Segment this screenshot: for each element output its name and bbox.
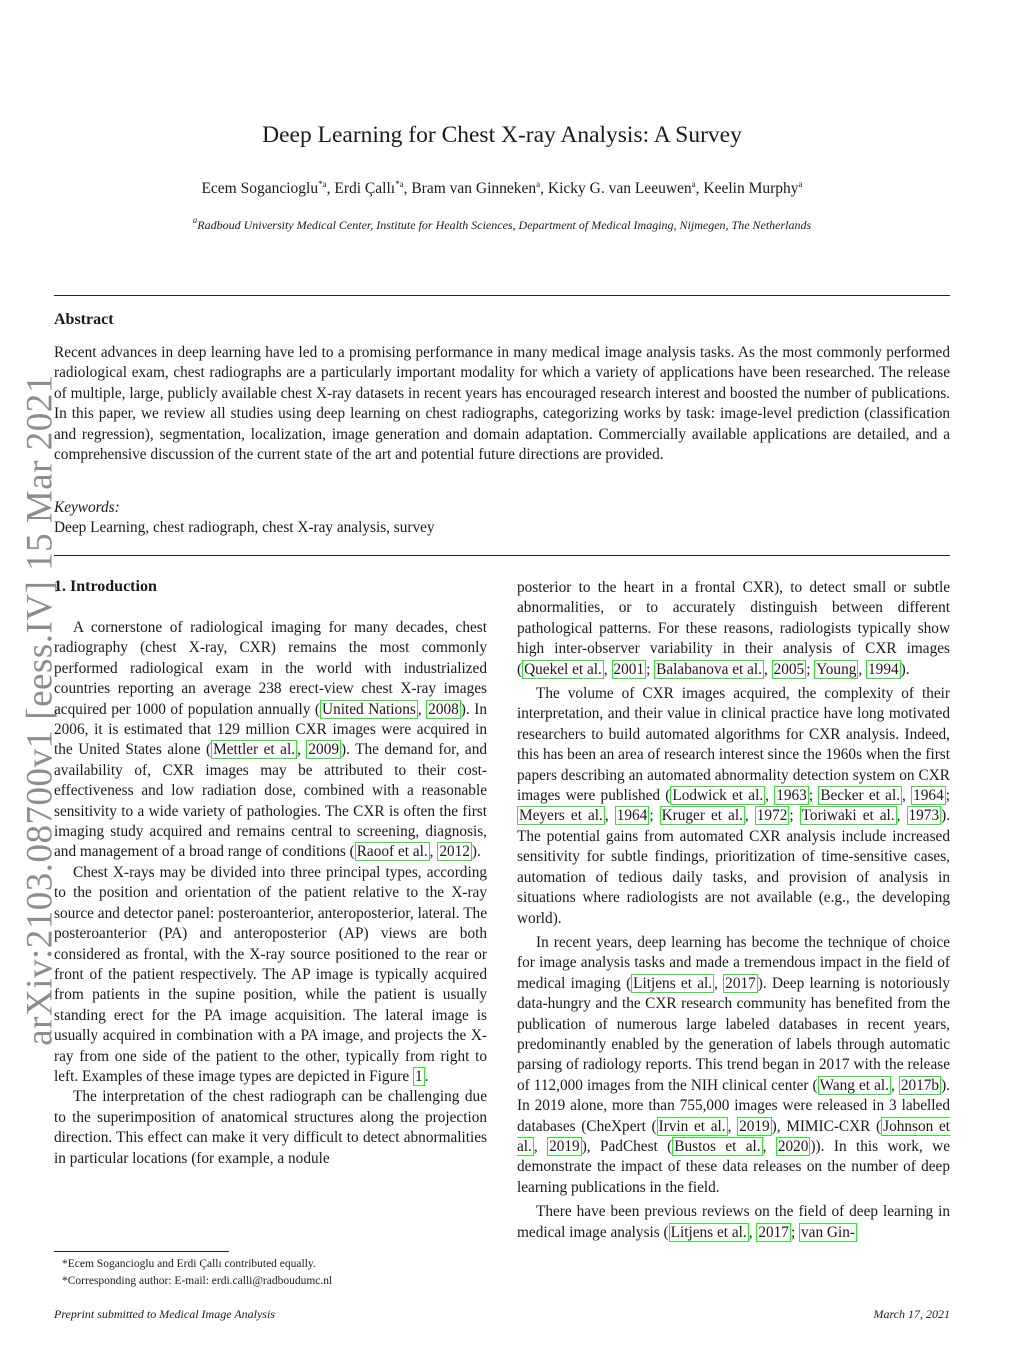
- keywords-heading: Keywords:: [54, 499, 120, 516]
- citation-link[interactable]: Raoof et al.: [356, 843, 428, 861]
- paragraph: [54, 863, 487, 1087]
- text-run: ). The potential gains from automated CXR analysis include increased sensitivity for subtle findings, prioritization of time-sensitive cases, automation of tedious daily tasks, and provision of analysis in situations where radiologists are not available (e.g., the developing world).: [517, 807, 951, 927]
- paragraph: [54, 1087, 487, 1169]
- citation-link[interactable]: 2008: [428, 700, 459, 718]
- abstract-text: Recent advances in deep learning have led to a promising performance in many medical image analysis tasks. As the most commonly performed radiological exam, chest radiographs are a particularly important modality for which a variety of applications have been researched. The release of multiple, large, publicly available chest X-ray datasets in recent years has encouraged research interest and boosted the number of publications. In this paper, we review all studies using deep learning on chest radiographs, categorizing works by task: image-level prediction (classification and regression), segmentation, localization, image generation and domain adaptation. Commercially available applications are detailed, and a comprehensive discussion of the current state of the art and potential future directions are provided.: [54, 344, 950, 464]
- text-run: ). In 2019 alone, more than 755,000 images were released in 3 labelled databases (CheXpert (: [517, 1076, 950, 1135]
- author: Keelin Murphy: [703, 180, 799, 197]
- footnote-corresponding-author: [62, 1275, 332, 1287]
- paragraph: [54, 618, 487, 863]
- text-run: ,: [727, 1117, 738, 1135]
- text-run: In recent years, deep learning has become the technique of choice for image analysis tasks and made a tremendous impact in the field of medical imaging (: [517, 933, 950, 992]
- text-run: ).: [471, 843, 481, 861]
- affiliation-mark: a: [192, 215, 198, 225]
- column-left: [54, 618, 487, 1169]
- footnote-mark: *: [62, 1258, 68, 1270]
- author-mark: a: [536, 179, 541, 189]
- text-run: The volume of CXR images acquired, the complexity of their interpretation, and their value in clinical practice have long motivated researchers to build automated algorithms for CXR analysis. Indeed, this has been an area of research interest since the 1960s when the first papers describing an automated abnormality detection system on CXR images were published (: [517, 685, 950, 805]
- citation-link[interactable]: 2019: [739, 1117, 770, 1135]
- text-run: ;: [806, 660, 815, 678]
- citation-link[interactable]: 2017: [725, 974, 756, 992]
- citation-link[interactable]: 2012: [439, 843, 470, 861]
- author: Bram van Ginneken: [411, 180, 537, 197]
- text-run: Chest X-rays may be divided into three principal types, according to the position and orientation of the patient relative to the X-ray source and detector panel: posteroanterior, anteroposterior, lateral. The posteroanterior (PA) and anteroposterior (AP) views are both considered as frontal, with the X-ray source positioned to the rear or front of the patient respectively. The AP image is typically acquired from patients in the supine position, while the patient is usually standing erect for the PA image acquisition. The lateral image is usually acquired in combination with a PA image, and projects the X-ray from one side of the patient to the other, typically from right to left. Examples of these image types are depicted in Figure: [54, 863, 487, 1085]
- citation-link[interactable]: Quekel et al.: [524, 660, 602, 678]
- text-run: ;: [646, 660, 655, 678]
- section-heading-introduction: 1. Introduction: [54, 578, 157, 595]
- citation-link[interactable]: Wang et al.: [819, 1076, 889, 1094]
- citation-link[interactable]: Litjens et al.: [633, 974, 713, 992]
- text-run: A cornerstone of radiological imaging for many decades, chest radiography (chest X-ray, CXR) remains the most commonly performed radiological exam in the world with industrialized countries reporting an average 238 erect-view chest X-ray images acquired per 1000 of population annually (: [54, 619, 487, 718]
- column-right: [517, 578, 950, 1243]
- footnote-equal-contribution: [62, 1258, 316, 1270]
- affiliation: [0, 215, 1004, 233]
- paragraph: [517, 933, 950, 1198]
- paragraph: [517, 684, 950, 929]
- citation-link[interactable]: Kruger et al.: [661, 807, 743, 825]
- text-run: ,: [417, 700, 427, 718]
- text-run: ,: [714, 974, 724, 992]
- text-run: ;: [649, 807, 660, 825]
- footer-journal: Preprint submitted to Medical Image Analysis: [54, 1307, 275, 1321]
- citation-link[interactable]: 1972: [756, 807, 788, 825]
- text-run: ,: [748, 1223, 757, 1241]
- text-run: ;: [789, 807, 800, 825]
- author-mark: *a: [395, 179, 404, 189]
- citation-link[interactable]: Balabanova et al.: [656, 660, 762, 678]
- text-run: ), PadChest (: [581, 1137, 673, 1155]
- keywords-text: Deep Learning, chest radiograph, chest X-ray analysis, survey: [54, 519, 435, 536]
- text-run: ), MIMIC-CXR (: [771, 1117, 882, 1135]
- footer-date: March 17, 2021: [873, 1307, 950, 1321]
- citation-link[interactable]: 1: [414, 1067, 423, 1085]
- text-run: ;: [790, 1223, 800, 1241]
- text-run: ). The demand for, and availability of, CXR images may be attributed to their cost-effectiveness and low radiation dose, combined with a reasonable sensitivity to a wide variety of pathologies. The CXR is often the first imaging study acquired and remains central to screening, diagnosis, and management of a broad range of conditions (: [54, 741, 488, 861]
- citation-link[interactable]: Meyers et al.: [519, 807, 603, 825]
- citation-link[interactable]: Lodwick et al.: [672, 787, 764, 805]
- text-run: ,: [858, 660, 867, 678]
- citation-link[interactable]: 1964: [913, 787, 944, 805]
- text-run: ,: [744, 807, 755, 825]
- citation-link[interactable]: 1964: [616, 807, 648, 825]
- citation-link[interactable]: 2019: [549, 1137, 580, 1155]
- abstract-heading: Abstract: [54, 311, 114, 328]
- text-run: ,: [763, 660, 772, 678]
- text-run: The interpretation of the chest radiograph can be challenging due to the superimposition of anatomical structures along the projection direction. This effect can make it very difficult to detect abnormalities in particular locations (for example, a nodule: [54, 1088, 487, 1167]
- author-mark: a: [691, 179, 696, 189]
- text-run: ,: [890, 1076, 899, 1094]
- citation-link[interactable]: Irvin et al.: [658, 1117, 726, 1135]
- citation-link[interactable]: 1994: [868, 660, 899, 678]
- text-run: ,: [896, 807, 907, 825]
- citation-link[interactable]: Bustos et al.: [674, 1137, 761, 1155]
- citation-link[interactable]: Toriwaki et al.: [801, 807, 895, 825]
- citation-link[interactable]: United Nations: [322, 700, 416, 718]
- citation-link[interactable]: 2005: [773, 660, 805, 678]
- paragraph: [517, 1202, 950, 1243]
- text-run: ). Deep learning is notoriously data-hungry and the CXR research community has benefited from the publication of numerous large labeled databases in recent years, predominantly enabled by the generation of labels through automatic parsing of radiology reports. This trend began in 2017 with the release of 112,000 images from the NIH clinical center (: [517, 974, 950, 1094]
- text-run: ). In 2006, it is estimated that 129 million CXR images were acquired in the United States alone (: [54, 700, 487, 759]
- citation-link[interactable]: 2009: [308, 741, 339, 759]
- citation-link[interactable]: 2017: [758, 1223, 789, 1241]
- text-run: ,: [297, 741, 307, 759]
- author-mark: a: [798, 179, 803, 189]
- citation-link[interactable]: Johnson et al.: [517, 1117, 950, 1155]
- paragraph: [517, 578, 950, 680]
- text-run: ,: [765, 787, 775, 805]
- text-run: .: [424, 1067, 429, 1085]
- author: Ecem Sogancioglu: [201, 180, 319, 197]
- author: Kicky G. van Leeuwen: [547, 180, 692, 197]
- citation-link[interactable]: van Gin-: [801, 1223, 855, 1241]
- abstract-bottom-rule: [54, 555, 950, 556]
- citation-link[interactable]: Young: [816, 660, 857, 678]
- footnote-text: Ecem Sogancioglu and Erdi Çallı contributed equally.: [67, 1258, 316, 1270]
- text-run: ;: [945, 787, 950, 805]
- text-run: ,: [603, 660, 612, 678]
- arxiv-stamp-text: arXiv:2103.08700v1 [eess.IV] 15 Mar 2021: [19, 374, 61, 1046]
- author-list: Ecem Sogancioglu$^{*a}$, Erdi Çallı$^{*a}$, Bram van Ginneken$^a$, Kicky G. van Leeuwen$^a$, Keelin Murphy$^a$: [201, 179, 803, 197]
- footnote-text: Corresponding author: E-mail: erdi.calli@radboudumc.nl: [67, 1275, 333, 1287]
- footnote-mark: *: [62, 1275, 68, 1287]
- footnote-rule: [54, 1251, 229, 1252]
- author-mark: *a: [318, 179, 327, 189]
- citation-link[interactable]: 1963: [776, 787, 807, 805]
- citation-link[interactable]: 2001: [613, 660, 645, 678]
- citation-link[interactable]: 2017b: [900, 1076, 940, 1094]
- text-run: )). In this work, we demonstrate the impact of these data releases on the number of deep learning publications in the field.: [517, 1137, 950, 1196]
- citation-link[interactable]: 2020: [777, 1137, 809, 1155]
- author: Erdi Çallı: [334, 180, 396, 197]
- text-run: ;: [808, 787, 819, 805]
- paper-title: Deep Learning for Chest X-ray Analysis: A Survey: [262, 122, 742, 148]
- citation-link[interactable]: Becker et al.: [820, 787, 901, 805]
- text-run: ,: [533, 1137, 548, 1155]
- text-run: ).: [900, 660, 910, 678]
- text-run: posterior to the heart in a frontal CXR), to detect small or subtle abnormalities, or to accurately distinguish between different pathological patterns. For these reasons, radiologists typically show high inter-observer variability in their analysis of CXR images (: [517, 579, 950, 678]
- text-run: ,: [429, 843, 438, 861]
- citation-link[interactable]: Litjens et al.: [670, 1223, 747, 1241]
- text-run: There have been previous reviews on the field of deep learning in medical image analysis (: [517, 1203, 950, 1241]
- text-run: ,: [604, 807, 615, 825]
- text-run: ,: [902, 787, 912, 805]
- citation-link[interactable]: 1973: [908, 807, 940, 825]
- abstract-top-rule: [54, 295, 950, 296]
- affiliation-text: Radboud University Medical Center, Institute for Health Sciences, Department of Medical Imaging, Nijmegen, The Netherlands: [197, 218, 812, 232]
- text-run: ,: [762, 1137, 776, 1155]
- citation-link[interactable]: Mettler et al.: [213, 741, 296, 759]
